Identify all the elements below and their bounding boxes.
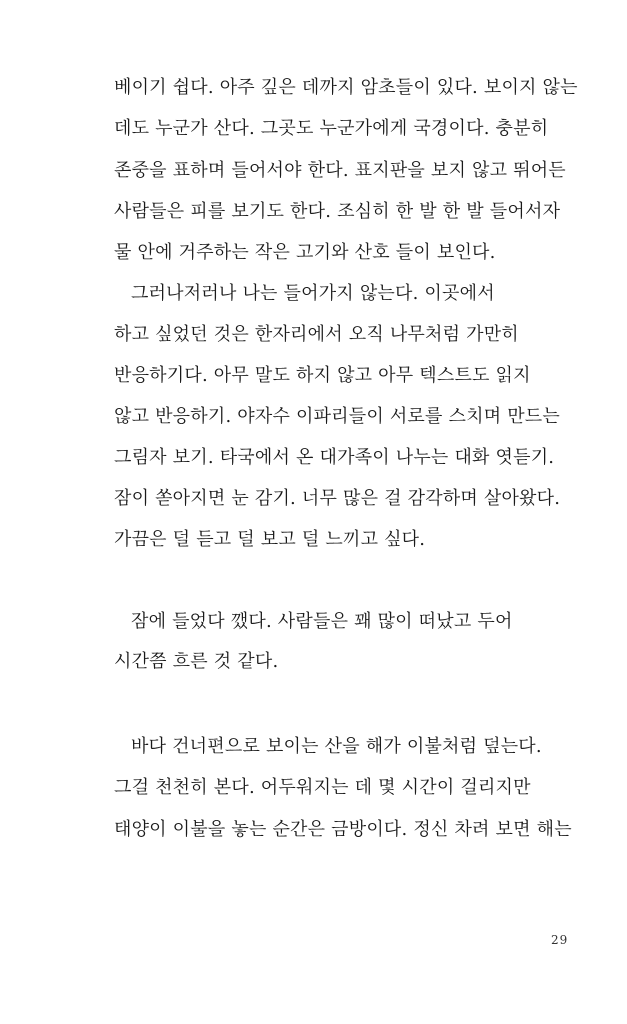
text-line: 데도 누군가 산다. 그곳도 누군가에게 국경이다. 충분히 (114, 118, 549, 139)
text-line: 하고 싶었던 것은 한자리에서 오직 나무처럼 가만히 (114, 324, 519, 345)
text-line: 반응하기다. 아무 말도 하지 않고 아무 텍스트도 읽지 (114, 365, 531, 386)
text-line: 존중을 표하며 들어서야 한다. 표지판을 보지 않고 뛰어든 (114, 160, 566, 181)
text-line: 잠에 들었다 깼다. 사람들은 꽤 많이 떠났고 두어 (131, 611, 513, 632)
text-line: 그림자 보기. 타국에서 온 대가족이 나누는 대화 엿듣기. (114, 447, 555, 468)
text-line: 않고 반응하기. 야자수 이파리들이 서로를 스치며 만드는 (114, 406, 560, 427)
text-line: 바다 건너편으로 보이는 산을 해가 이불처럼 덮는다. (131, 736, 542, 757)
text-line: 그러나저러나 나는 들어가지 않는다. 이곳에서 (131, 283, 495, 304)
text-line: 그걸 천천히 본다. 어두워지는 데 몇 시간이 걸리지만 (114, 777, 531, 798)
text-line: 베이기 쉽다. 아주 깊은 데까지 암초들이 있다. 보이지 않는 (114, 77, 578, 98)
text-line: 물 안에 거주하는 작은 고기와 산호 들이 보인다. (114, 242, 496, 263)
text-line: 가끔은 덜 듣고 덜 보고 덜 느끼고 싶다. (114, 529, 426, 550)
text-line: 시간쯤 흐른 것 같다. (114, 651, 279, 672)
text-line: 사람들은 피를 보기도 한다. 조심히 한 발 한 발 들어서자 (114, 201, 561, 222)
text-line: 태양이 이불을 놓는 순간은 금방이다. 정신 차려 보면 해는 (114, 819, 572, 840)
text-line: 잠이 쏟아지면 눈 감기. 너무 많은 걸 감각하며 살아왔다. (114, 488, 561, 509)
page-number: 29 (551, 933, 569, 947)
